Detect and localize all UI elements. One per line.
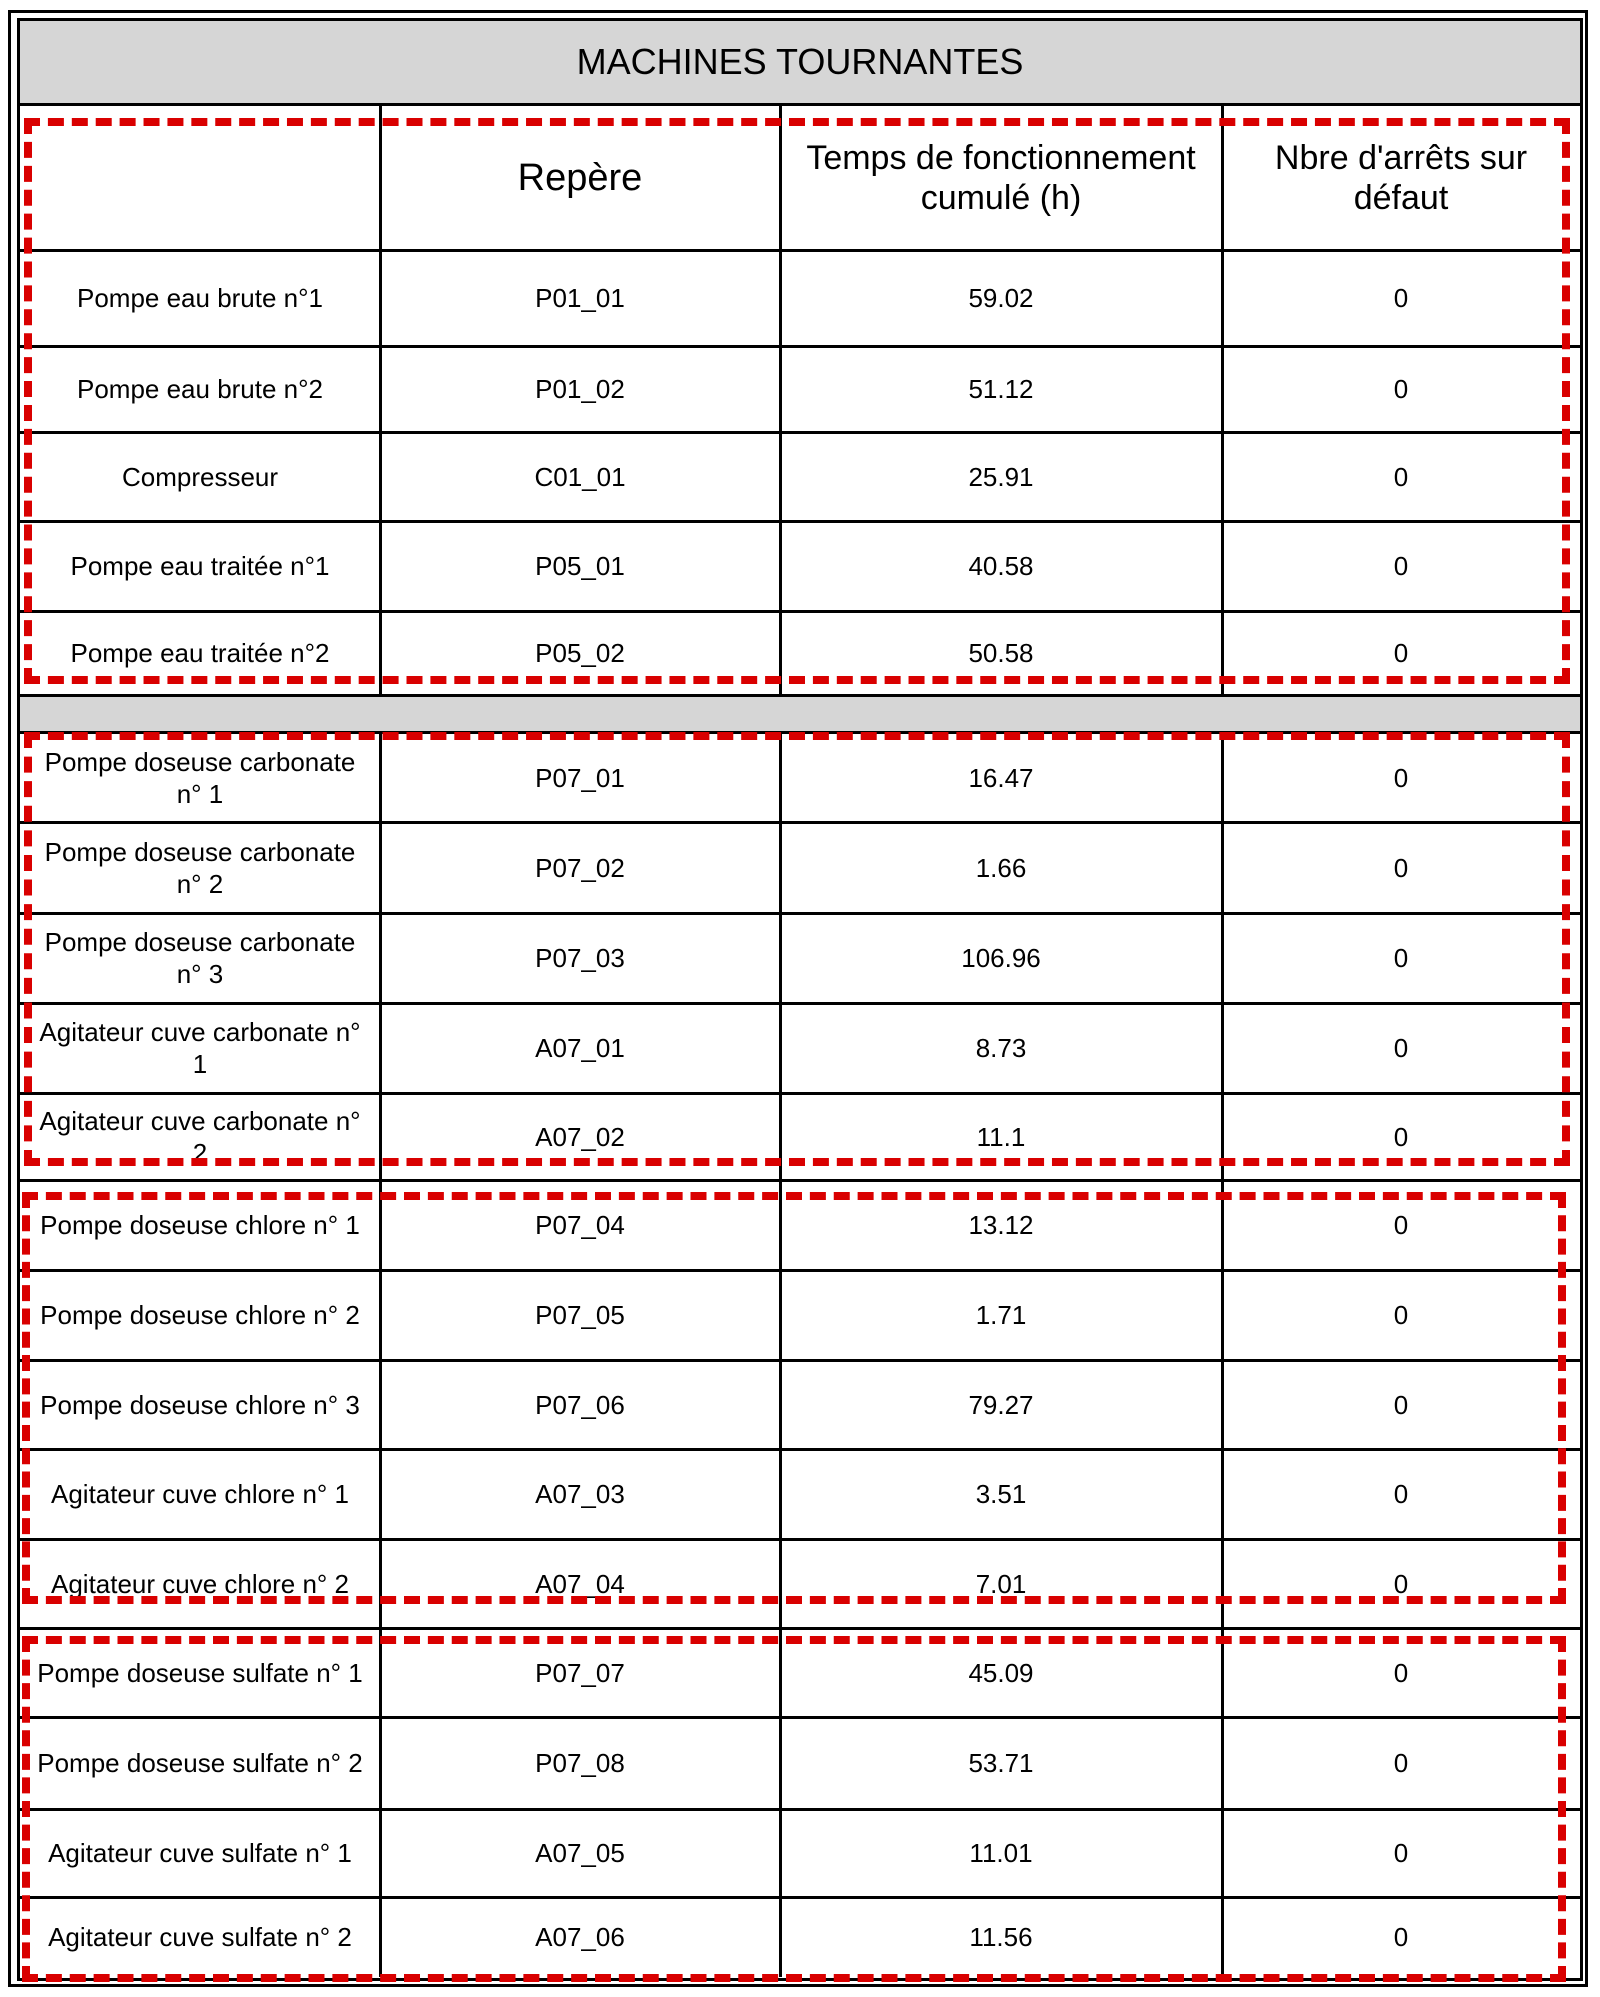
machine-name-cell: Pompe eau brute n°2 [76,374,323,404]
temps-cell: 25.91 [968,461,1034,492]
column-divider [1221,1628,1224,1977]
arrets-cell: 0 [1393,1568,1409,1599]
arrets-cell: 0 [1393,763,1409,793]
arrets-cell: 0 [1393,1838,1409,1868]
header-blank [20,106,380,250]
repere-cell: A07_06 [535,1922,625,1952]
machine-name-cell: Agitateur cuve sulfate n° 2 [48,1922,352,1952]
repere-cell: P07_02 [535,852,625,883]
temps-cell: 51.12 [968,374,1034,404]
repere-cell: P05_01 [535,551,625,581]
arrets-cell: 0 [1393,1121,1409,1152]
column-divider [779,106,782,250]
repere-cell: A07_05 [535,1838,625,1868]
temps-cell: 45.09 [968,1657,1034,1688]
arrets-cell: 0 [1393,461,1409,492]
machine-name-cell: Pompe eau brute n°1 [76,283,323,313]
column-divider [379,734,382,1180]
temps-cell: 7.01 [975,1568,1027,1599]
column-divider [779,734,782,1180]
temps-cell: 79.27 [968,1389,1034,1420]
column-divider [1221,1180,1224,1628]
machine-name-cell: Pompe doseuse carbonate n° 1 [44,747,356,809]
table-title: MACHINES TOURNANTES [20,21,1580,106]
section-separator [20,694,1580,734]
arrets-cell: 0 [1393,1479,1409,1509]
arrets-cell: 0 [1393,943,1409,973]
temps-cell: 1.71 [975,1300,1027,1330]
arrets-cell: 0 [1393,1657,1409,1688]
temps-cell: 11.1 [976,1121,1026,1152]
column-divider [1221,734,1224,1180]
arrets-cell: 0 [1393,1748,1409,1778]
machine-name-cell: Agitateur cuve carbonate n° 1 [39,1017,361,1079]
repere-cell: P01_01 [535,283,625,313]
repere-cell: P07_04 [535,1210,625,1240]
column-divider [379,1180,382,1628]
machine-name-cell: Pompe doseuse chlore n° 2 [40,1300,360,1330]
arrets-cell: 0 [1393,374,1409,404]
machine-name-cell: Agitateur cuve chlore n° 2 [50,1568,349,1599]
repere-cell: C01_01 [534,461,626,492]
repere-cell: P05_02 [535,637,625,668]
header-repere: Repère [517,157,643,199]
column-divider [379,250,382,694]
machine-name-cell: Agitateur cuve carbonate n° 2 [39,1105,361,1168]
temps-cell: 3.51 [975,1479,1027,1509]
repere-cell: P07_07 [535,1657,625,1688]
repere-cell: P07_03 [535,943,625,973]
temps-cell: 59.02 [968,283,1034,313]
arrets-cell: 0 [1393,283,1409,313]
temps-cell: 50.58 [968,637,1034,668]
machine-name-cell: Pompe eau traitée n°1 [70,551,330,581]
temps-cell: 1.66 [975,852,1027,883]
temps-cell: 16.47 [968,763,1034,793]
column-divider [1221,250,1224,694]
machine-name-cell: Compresseur [121,461,279,492]
repere-cell: P07_08 [535,1748,625,1778]
repere-cell: P07_01 [535,763,625,793]
machine-name-cell: Pompe doseuse sulfate n° 1 [37,1657,363,1688]
repere-cell: P07_05 [535,1300,625,1330]
temps-cell: 40.58 [968,551,1034,581]
arrets-cell: 0 [1393,852,1409,883]
column-divider [779,1628,782,1977]
arrets-cell: 0 [1393,1300,1409,1330]
repere-cell: A07_02 [535,1121,625,1152]
arrets-cell: 0 [1393,1210,1409,1240]
temps-cell: 8.73 [975,1033,1027,1063]
arrets-cell: 0 [1393,637,1409,668]
temps-cell: 13.12 [968,1210,1034,1240]
machine-name-cell: Pompe doseuse chlore n° 3 [40,1389,360,1420]
repere-cell: A07_01 [535,1033,625,1063]
column-divider [379,106,382,250]
column-divider [779,1180,782,1628]
arrets-cell: 0 [1393,1922,1409,1952]
temps-cell: 11.01 [969,1838,1033,1868]
machine-name-cell: Agitateur cuve chlore n° 1 [50,1479,349,1509]
machine-name-cell: Pompe doseuse sulfate n° 2 [37,1748,363,1778]
repere-cell: A07_03 [535,1479,625,1509]
temps-cell: 106.96 [961,943,1041,973]
arrets-cell: 0 [1393,551,1409,581]
repere-cell: P01_02 [535,374,625,404]
header-temps: Temps de fonctionnement cumulé (h) [806,139,1196,217]
repere-cell: P07_06 [535,1389,625,1420]
machine-name-cell: Pompe doseuse carbonate n° 3 [44,927,356,989]
temps-cell: 11.56 [969,1922,1033,1952]
column-divider [379,1628,382,1977]
header-arrets: Nbre d'arrêts sur défaut [1274,139,1528,217]
machine-name-cell: Pompe doseuse chlore n° 1 [40,1210,360,1240]
arrets-cell: 0 [1393,1389,1409,1420]
temps-cell: 53.71 [968,1748,1034,1778]
column-divider [779,250,782,694]
repere-cell: A07_04 [535,1568,625,1599]
machine-name-cell: Pompe doseuse carbonate n° 2 [44,836,356,899]
column-divider [1221,106,1224,250]
machine-name-cell: Agitateur cuve sulfate n° 1 [48,1838,352,1868]
arrets-cell: 0 [1393,1033,1409,1063]
machine-name-cell: Pompe eau traitée n°2 [70,637,330,668]
